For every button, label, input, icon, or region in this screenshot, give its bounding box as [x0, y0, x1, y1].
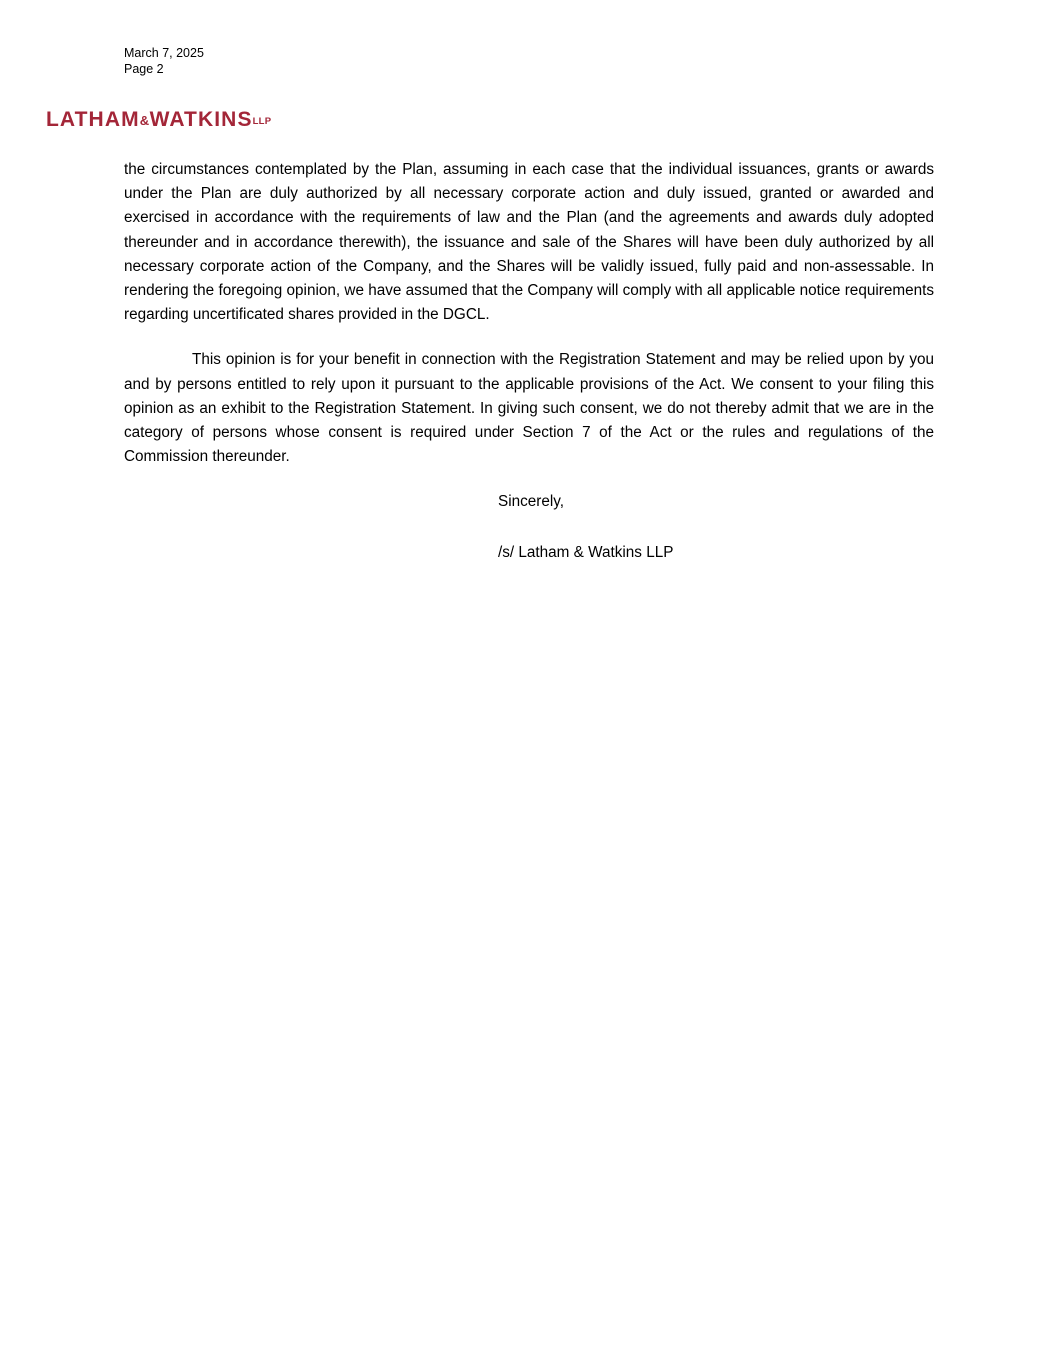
body-paragraph-1: the circumstances contemplated by the Plan, assuming in each case that the individual issuances, grants or awards under the Plan are duly authorized by all necessary corporate action and duly issued, granted or awarded and exercised in accordance with the requirements of law and the Plan (and the agreements and awards duly adopted thereunder and in accordance therewith), the issuance and sale of the Shares will have been duly authorized by all necessary corporate action of the Company, and the Shares will be validly issued, fully paid and non-assessable. In rendering the foregoing opinion, we have assumed that the Company will comply with all applicable notice requirements regarding uncertificated shares provided in the DGCL.: [124, 161, 934, 324]
logo-ampersand: &: [139, 113, 150, 128]
closing-signature: /s/ Latham & Watkins LLP: [498, 543, 674, 561]
logo-name-watkins: WATKINS: [149, 108, 253, 131]
body-paragraph-2: This opinion is for your benefit in connection with the Registration Statement and may be relied upon by you and by persons entitled to rely upon it pursuant to the applicable provisions of the Act. We consent to your filing this opinion as an exhibit to the Registration Statement. In giving such consent, we do not thereby admit that we are in the category of persons whose consent is required under Section 7 of the Act or the rules and regulations of the Commission thereunder.: [124, 351, 934, 466]
page-header: [124, 45, 204, 77]
logo-suffix-llp: LLP: [252, 116, 272, 127]
header-page-number: Page 2: [124, 62, 164, 76]
latham-watkins-logo: [46, 108, 271, 132]
logo-name-latham: LATHAM: [46, 108, 140, 131]
letter-closing: [124, 490, 934, 564]
letter-body: [124, 158, 934, 565]
header-date: March 7, 2025: [124, 46, 204, 60]
closing-salutation: Sincerely,: [498, 493, 565, 511]
